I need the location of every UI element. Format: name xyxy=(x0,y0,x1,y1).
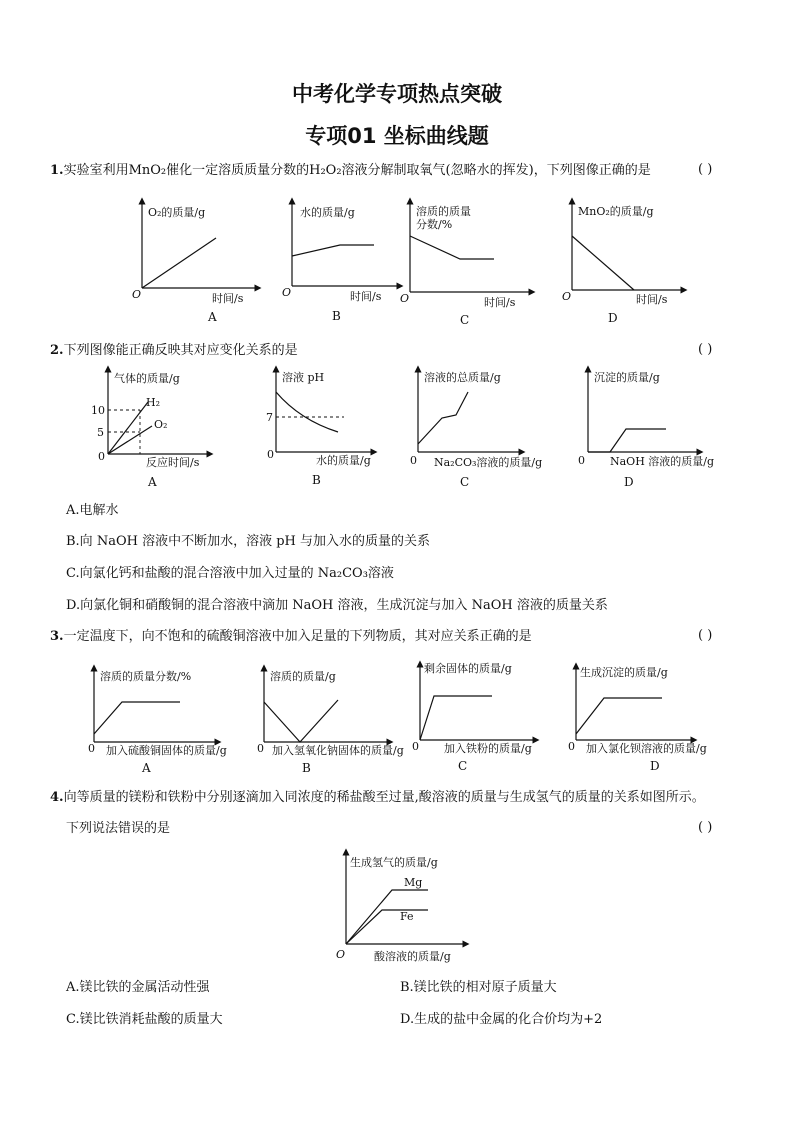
graph-caption: C xyxy=(460,313,470,327)
graph-caption: B xyxy=(312,473,321,487)
x-axis-label: 加入氯化钡溶液的质量/g xyxy=(586,742,707,755)
q4-option-b[interactable]: B.镁比铁的相对原子质量大 xyxy=(400,980,557,995)
x-axis-label: Na₂CO₃溶液的质量/g xyxy=(434,456,543,469)
curve xyxy=(572,236,634,290)
q2-option-d[interactable]: D.向氯化铜和硝酸铜的混合溶液中滴加 NaOH 溶液，生成沉淀与加入 NaOH 溶液的质量关系 xyxy=(66,598,608,613)
y-axis-label: 气体的质量/g xyxy=(114,372,180,385)
x-axis-label: 加入氢氧化钠固体的质量/g xyxy=(272,744,404,757)
question-3 xyxy=(50,628,750,646)
q3-graph-b xyxy=(256,664,426,778)
series-label-h2: H₂ xyxy=(146,396,161,409)
question-3-answer-blank[interactable]: ( ) xyxy=(698,628,713,643)
question-1-number: 1. xyxy=(50,163,64,178)
tick-7: 7 xyxy=(266,411,273,424)
graph-caption: B xyxy=(302,761,311,775)
q3-graph-a xyxy=(86,664,246,778)
question-1-text: 实验室利用MnO₂催化一定溶质质量分数的H₂O₂溶液分解制取氧气(忽略水的挥发)，下列图像正确的是 xyxy=(63,163,651,178)
y-axis-label: O₂的质量/g xyxy=(148,206,206,219)
y-axis-label: MnO₂的质量/g xyxy=(578,205,654,218)
curve xyxy=(576,698,662,734)
question-4 xyxy=(50,789,770,807)
curve xyxy=(420,696,492,740)
y-axis-label: 溶液的总质量/g xyxy=(424,371,501,384)
graph-caption: D xyxy=(650,759,660,773)
q2-option-c[interactable]: C.向氯化钙和盐酸的混合溶液中加入过量的 Na₂CO₃溶液 xyxy=(66,566,394,581)
x-axis-label: 酸溶液的质量/g xyxy=(374,950,451,963)
origin-label: 0 xyxy=(98,450,105,463)
x-axis-label: 时间/s xyxy=(350,290,382,303)
question-2-text: 下列图像能正确反映其对应变化关系的是 xyxy=(63,343,298,358)
question-2 xyxy=(50,342,750,360)
graph-caption: D xyxy=(608,311,618,325)
origin-label: 0 xyxy=(88,742,95,755)
curve-o2 xyxy=(108,426,152,454)
curve xyxy=(588,429,666,452)
question-4-text: 向等质量的镁粉和铁粉中分别逐滴加入同浓度的稀盐酸至过量,酸溶液的质量与生成氢气的质量的关系如图所示。 xyxy=(63,790,705,805)
q4-graph xyxy=(334,848,484,968)
y-axis-label-line1: 溶质的质量 xyxy=(416,205,471,218)
question-3-text: 一定温度下，向不饱和的硫酸铜溶液中加入足量的下列物质，其对应关系正确的是 xyxy=(63,629,532,644)
graph-caption: A xyxy=(142,761,151,775)
origin-label: 0 xyxy=(568,740,575,753)
curve xyxy=(410,236,494,259)
graph-caption: A xyxy=(208,310,217,324)
q2-graph-d xyxy=(574,364,724,488)
q1-graph-d xyxy=(560,196,690,326)
tick-10: 10 xyxy=(91,404,105,417)
series-label-o2: O₂ xyxy=(154,418,168,431)
curve-fe xyxy=(346,910,428,944)
graph-caption: B xyxy=(332,309,341,323)
x-axis-label: 时间/s xyxy=(212,292,244,305)
y-axis-label: 生成氢气的质量/g xyxy=(350,856,438,869)
question-4-number: 4. xyxy=(50,790,64,805)
origin-label: 0 xyxy=(410,454,417,467)
question-1 xyxy=(50,162,750,180)
q1-graph-c xyxy=(398,196,538,326)
question-2-number: 2. xyxy=(50,343,64,358)
origin-label: O xyxy=(400,292,410,305)
x-axis-label: 加入硫酸铜固体的质量/g xyxy=(106,744,227,757)
x-axis-label: 时间/s xyxy=(484,296,516,309)
q3-graph-c xyxy=(410,658,560,778)
origin-label: O xyxy=(336,948,346,961)
question-2-answer-blank[interactable]: ( ) xyxy=(698,342,713,357)
page-title: 中考化学专项热点突破 xyxy=(292,82,502,106)
origin-label: 0 xyxy=(412,740,419,753)
q4-option-d[interactable]: D.生成的盐中金属的化合价均为+2 xyxy=(400,1012,603,1027)
series-label-mg: Mg xyxy=(404,876,423,889)
y-axis-label-line2: 分数/% xyxy=(416,218,453,231)
x-axis-label: 水的质量/g xyxy=(316,454,371,467)
y-axis-label: 水的质量/g xyxy=(300,206,355,219)
origin-label: O xyxy=(282,286,292,299)
origin-label: O xyxy=(132,288,142,301)
tick-5: 5 xyxy=(97,426,104,439)
y-axis-label: 溶液 pH xyxy=(282,371,325,384)
curve xyxy=(142,238,216,288)
y-axis-label: 溶质的质量/g xyxy=(270,670,336,683)
graph-caption: C xyxy=(460,475,470,489)
q2-option-b[interactable]: B.向 NaOH 溶液中不断加水，溶液 pH 与加入水的质量的关系 xyxy=(66,534,430,549)
q1-graph-b xyxy=(280,196,410,326)
origin-label: O xyxy=(562,290,572,303)
origin-label: 0 xyxy=(578,454,585,467)
q2-graph-c xyxy=(404,364,554,488)
question-3-number: 3. xyxy=(50,629,64,644)
q4-option-a[interactable]: A.镁比铁的金属活动性强 xyxy=(66,980,210,995)
curve-mg xyxy=(346,890,428,944)
question-4-subtext: 下列说法错误的是 xyxy=(66,821,171,836)
series-label-fe: Fe xyxy=(400,910,414,923)
x-axis-label: NaOH 溶液的质量/g xyxy=(610,455,715,468)
graph-caption: C xyxy=(458,759,468,773)
origin-label: 0 xyxy=(267,448,274,461)
question-4-answer-blank[interactable]: ( ) xyxy=(698,820,713,835)
curve xyxy=(418,392,468,444)
q2-graph-a xyxy=(88,364,228,488)
q4-option-c[interactable]: C.镁比铁消耗盐酸的质量大 xyxy=(66,1012,223,1027)
x-axis-label: 反应时间/s xyxy=(146,456,200,469)
curve xyxy=(94,702,180,734)
y-axis-label: 沉淀的质量/g xyxy=(594,371,660,384)
curve xyxy=(292,245,374,256)
q2-graph-b xyxy=(262,364,392,488)
q1-graph-a xyxy=(130,196,260,326)
q3-graph-d xyxy=(566,660,726,776)
curve xyxy=(276,392,338,432)
graph-caption: D xyxy=(624,475,634,489)
y-axis-label: 剩余固体的质量/g xyxy=(424,662,512,675)
page-subtitle: 专项01 坐标曲线题 xyxy=(305,124,489,148)
graph-caption: A xyxy=(148,475,157,489)
curve xyxy=(264,700,338,742)
y-axis-label: 生成沉淀的质量/g xyxy=(580,666,668,679)
q2-option-a[interactable]: A.电解水 xyxy=(66,503,119,518)
y-axis-label: 溶质的质量分数/% xyxy=(100,670,192,683)
x-axis-label: 加入铁粉的质量/g xyxy=(444,742,532,755)
question-1-answer-blank[interactable]: ( ) xyxy=(698,162,713,177)
x-axis-label: 时间/s xyxy=(636,293,668,306)
origin-label: 0 xyxy=(257,742,264,755)
